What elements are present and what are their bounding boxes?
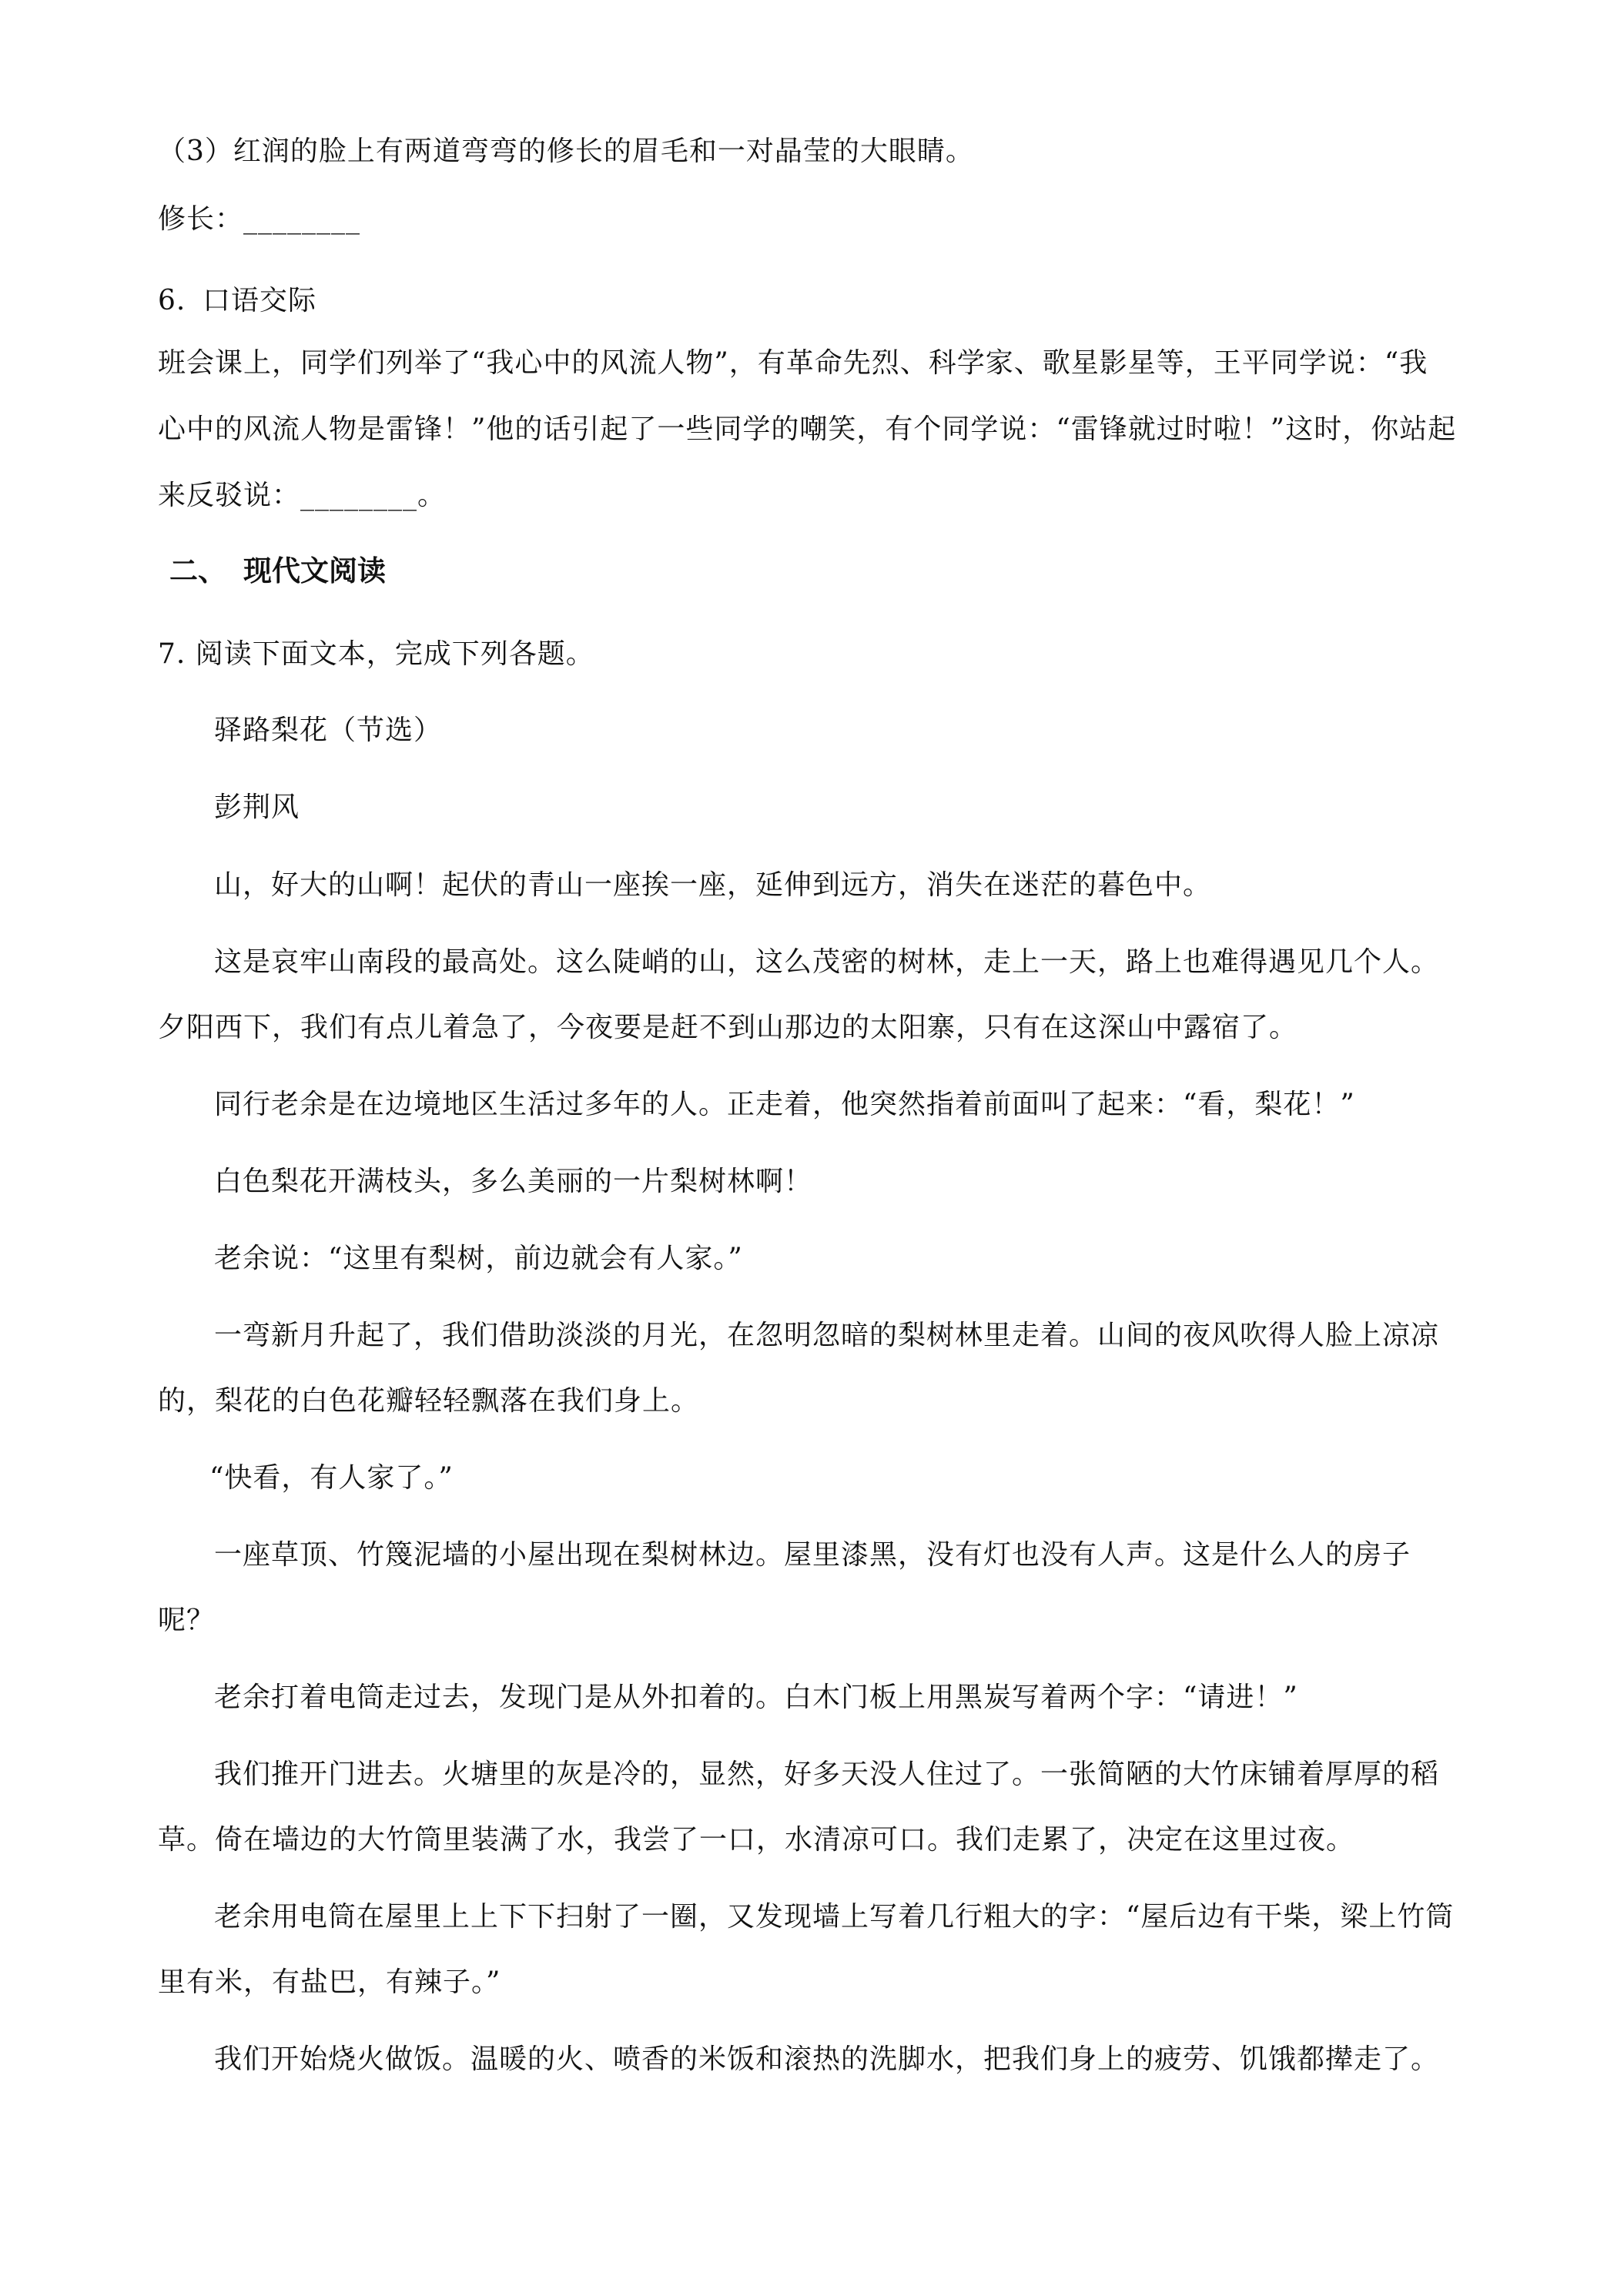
paragraph-10-line-2: 草。倚在墙边的大竹筒里装满了水，我尝了一口，水清凉可口。我们走累了，决定在这里过夜。 (158, 1824, 1355, 1856)
q5-item3-sentence: （3）红润的脸上有两道弯弯的修长的眉毛和一对晶莹的大眼睛。 (158, 136, 974, 167)
paragraph-2-line-2: 夕阳西下，我们有点儿着急了，今夜要是赶不到山那边的太阳寨，只有在这深山中露宿了。 (158, 1012, 1298, 1043)
paragraph-7-line-1: “快看，有人家了。” (209, 1462, 454, 1494)
section-title: 现代文阅读 (243, 554, 386, 587)
section-number: 二、 (169, 554, 226, 587)
paragraph-2-line-1: 这是哀牢山南段的最高处。这么陡峭的山，这么茂密的树林，走上一天，路上也难得遇见几个人。 (214, 946, 1440, 978)
paragraph-3-line-1: 同行老余是在边境地区生活过多年的人。正走着，他突然指着前面叫了起来：“看，梨花！” (214, 1089, 1355, 1120)
paragraph-12-line-1: 我们开始烧火做饭。温暖的火、喷香的米饭和滚热的洗脚水，把我们身上的疲劳、饥饿都撵走了。 (214, 2043, 1440, 2075)
q5-item3-prompt: 修长：________ (158, 203, 361, 235)
paragraph-6-line-2: 的，梨花的白色花瓣轻轻飘落在我们身上。 (158, 1385, 700, 1417)
paragraph-1-line-1: 山，好大的山啊！起伏的青山一座挨一座，延伸到远方，消失在迷茫的暮色中。 (214, 869, 1212, 901)
article-author: 彭荆风 (214, 792, 300, 823)
q6-line-2: 心中的风流人物是雷锋！”他的话引起了一些同学的嘲笑，有个同学说：“雷锋就过时啦！”这时，你站起 (158, 413, 1457, 445)
paragraph-10-line-1: 我们推开门进去。火塘里的灰是冷的，显然，好多天没人住过了。一张简陋的大竹床铺着厚厚的稻 (214, 1759, 1440, 1790)
q6-number: 6. (158, 285, 186, 316)
paragraph-8-line-2: 呢？ (158, 1605, 216, 1636)
paragraph-9-line-1: 老余打着电筒走过去，发现门是从外扣着的。白木门板上用黑炭写着两个字：“请进！” (214, 1682, 1298, 1713)
paragraph-11-line-1: 老余用电筒在屋里上上下下扫射了一圈，又发现墙上写着几行粗大的字：“屋后边有干柴，梁上竹筒 (214, 1901, 1455, 1933)
paragraph-4-line-1: 白色梨花开满枝头，多么美丽的一片梨树林啊！ (214, 1166, 813, 1197)
paragraph-5-line-1: 老余说：“这里有梨树，前边就会有人家。” (214, 1243, 743, 1274)
section-heading (169, 554, 386, 588)
article-title: 驿路梨花（节选） (214, 715, 443, 746)
q6-header (158, 284, 316, 318)
q6-line-3: 来反驳说：________。 (158, 480, 447, 511)
q6-title: 口语交际 (203, 285, 317, 316)
q6-line-1: 班会课上，同学们列举了“我心中的风流人物”，有革命先烈、科学家、歌星影星等，王平同学说：“我 (158, 347, 1428, 379)
q7-intro: 7. 阅读下面文本，完成下列各题。 (158, 638, 594, 670)
paragraph-11-line-2: 里有米，有盐巴，有辣子。” (158, 1966, 501, 1998)
paragraph-8-line-1: 一座草顶、竹篾泥墙的小屋出现在梨树林边。屋里漆黑，没有灯也没有人声。这是什么人的房子 (214, 1539, 1411, 1571)
paragraph-6-line-1: 一弯新月升起了，我们借助淡淡的月光，在忽明忽暗的梨树林里走着。山间的夜风吹得人脸上凉凉 (214, 1320, 1440, 1351)
